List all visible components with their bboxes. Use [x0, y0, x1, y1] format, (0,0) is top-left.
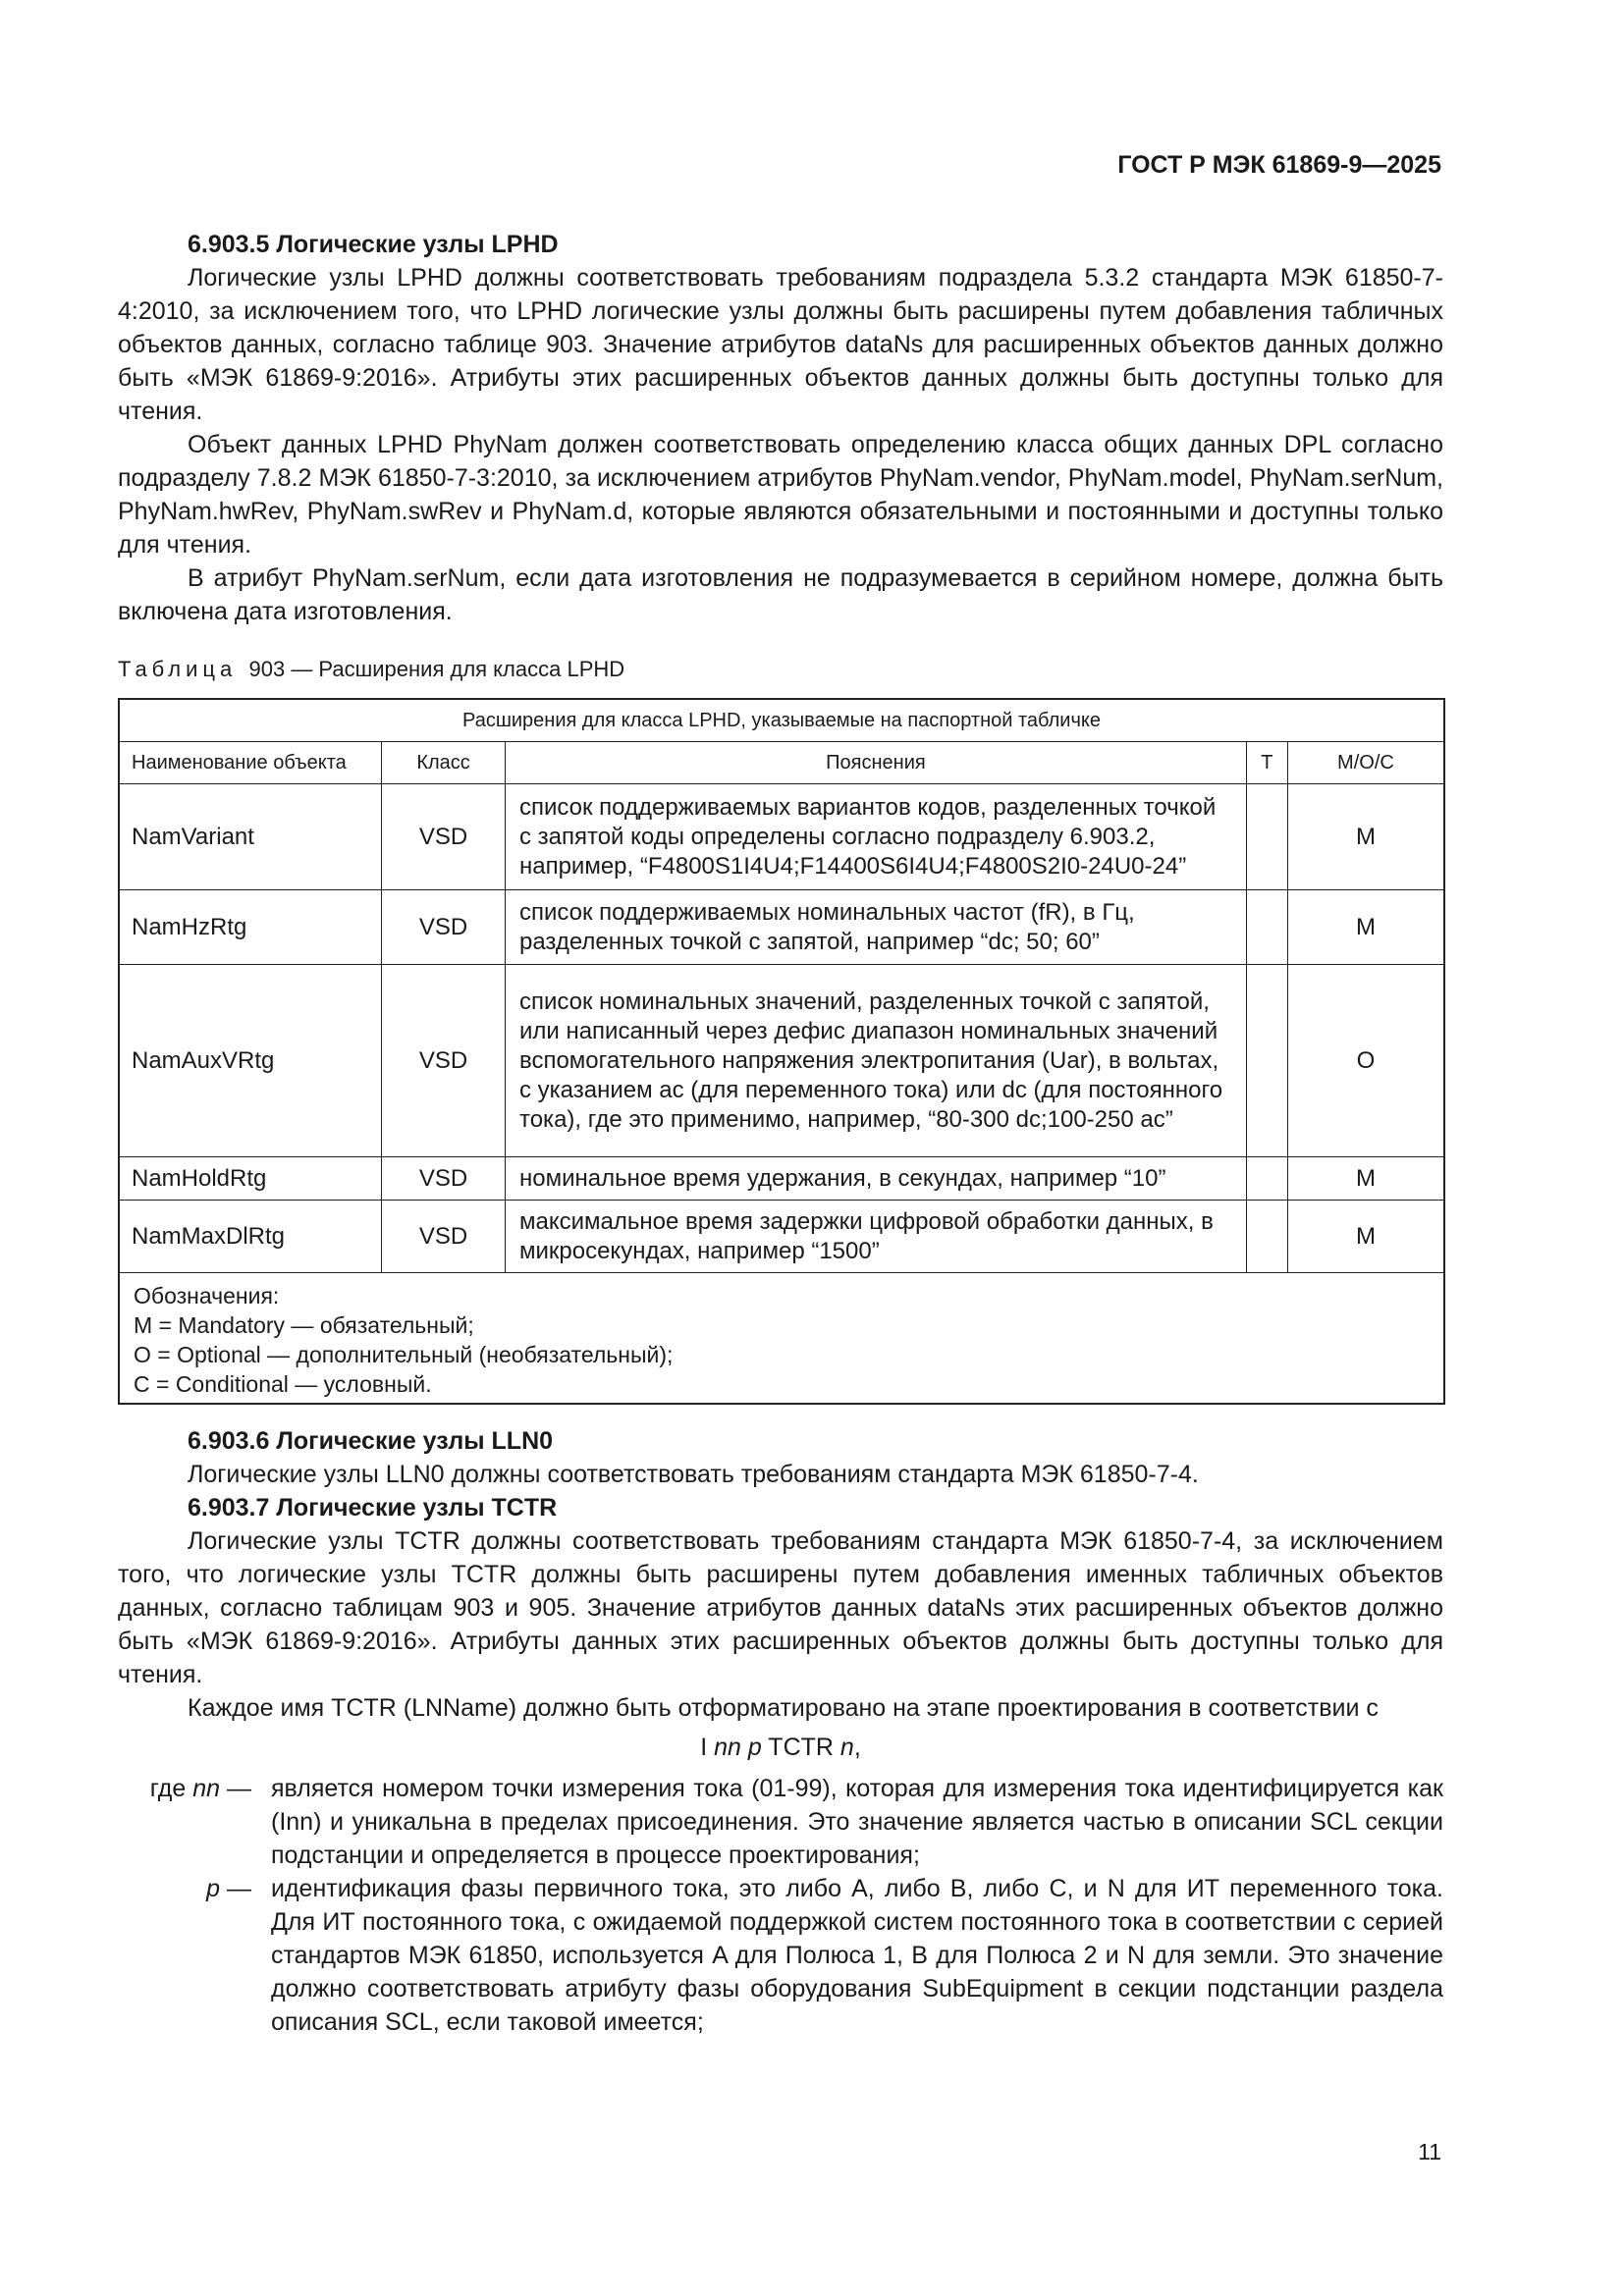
cell-description: максимальное время задержки цифровой обработки данных, в микросекундах, например “1500” — [505, 1201, 1246, 1273]
cell-moc: M — [1287, 890, 1444, 965]
cell-class: VSD — [382, 965, 506, 1157]
paragraph: Каждое имя TCTR (LNName) должно быть отформатировано на этапе проектирования в соответствии с — [188, 1694, 1379, 1722]
section-heading-lln0: 6.903.6 Логические узлы LLN0 — [188, 1427, 554, 1455]
column-header-moc: М/О/С — [1287, 742, 1444, 784]
cell-moc: M — [1287, 1157, 1444, 1201]
cell-name: NamMaxDlRtg — [119, 1201, 382, 1273]
table-caption-title: 903 — Расширения для класса LPHD — [248, 657, 625, 681]
cell-t — [1246, 890, 1287, 965]
definition-term — [118, 1872, 251, 1905]
section-heading-lphd: 6.903.5 Логические узлы LPHD — [188, 231, 559, 258]
cell-name: NamHoldRtg — [119, 1157, 382, 1201]
definition-term-symbol: p — [206, 1875, 221, 1902]
paragraph: Логические узлы TCTR должны соответствовать требованиям стандарта МЭК 61850-7-4, за исключением того, что логические узлы TCTR должны быть расширены путем добавления именных табличных объектов данных, согласно таблицам 903 и 905. Значение атрибутов данных dataNs этих расширенных объектов должно быть «МЭК 61869-9:2016». Атрибуты данных этих расширенных объектов должны быть доступны только для чтения. — [118, 1527, 1443, 1688]
section-heading-tctr: 6.903.7 Логические узлы TCTR — [188, 1494, 558, 1522]
column-header-t: Т — [1246, 742, 1287, 784]
formula-nn: nn — [714, 1734, 741, 1761]
cell-class: VSD — [382, 1201, 506, 1273]
table-row — [119, 1157, 1444, 1201]
table-row — [119, 965, 1444, 1157]
legend-line: M = Mandatory — обязательный; — [134, 1312, 474, 1338]
formula-mid: TCTR — [761, 1734, 840, 1761]
definition-lead: где — [149, 1775, 193, 1802]
column-header-class: Класс — [382, 742, 506, 784]
definition-term-symbol: nn — [192, 1775, 221, 1802]
paragraph: В атрибут PhyNam.serNum, если дата изготовления не подразумевается в серийном номере, должна быть включена дата изготовления. — [118, 564, 1443, 625]
column-header-name: Наименование объекта — [119, 742, 382, 784]
paragraph: Логические узлы LPHD должны соответствовать требованиям подраздела 5.3.2 стандарта МЭК 61850-7-4:2010, за исключением того, что LPHD логические узлы должны быть расширены путем добавления табличных объектов данных, согласно таблице 903. Значение атрибутов dataNs для расширенных объектов данных должно быть «МЭК 61869-9:2016». Атрибуты этих расширенных объектов данных должны быть доступны только для чтения. — [118, 264, 1443, 425]
cell-t — [1246, 784, 1287, 890]
formula-suffix: , — [853, 1734, 861, 1761]
cell-t — [1246, 965, 1287, 1157]
cell-moc: O — [1287, 965, 1444, 1157]
cell-class: VSD — [382, 890, 506, 965]
document-code: ГОСТ Р МЭК 61869-9—2025 — [1117, 151, 1441, 179]
formula-prefix: I — [700, 1734, 715, 1761]
definition-text: идентификация фазы первичного тока, это либо A, либо B, либо C, и N для ИТ переменного тока. Для ИТ постоянного тока, с ожидаемой поддержкой систем постоянного тока в соответствии с серией стандартов МЭК 61850, используется A для Полюса 1, B для Полюса 2 и N для земли. Это значение должно соответствовать атрибуту фазы оборудования SubEquipment в секции подстанции раздела описания SCL, если таковой имеется; — [271, 1875, 1443, 2036]
definition-item — [118, 1772, 1443, 1872]
definition-list — [118, 1772, 1443, 2039]
cell-class: VSD — [382, 1157, 506, 1201]
column-header-description: Пояснения — [505, 742, 1246, 784]
cell-description: список поддерживаемых вариантов кодов, разделенных точкой с запятой коды определены согласно подразделу 6.903.2, например, “F4800S1I4U4;F14400S6I4U4;F4800S2I0-24U0-24” — [505, 784, 1246, 890]
lnname-format-formula — [118, 1731, 1443, 1764]
cell-name: NamHzRtg — [119, 890, 382, 965]
lphd-extensions-table — [118, 698, 1445, 1405]
definition-dash: — — [227, 1875, 251, 1902]
table-super-header: Расширения для класса LPHD, указываемые на паспортной табличке — [119, 699, 1444, 742]
cell-t — [1246, 1201, 1287, 1273]
definition-dash: — — [227, 1775, 251, 1802]
paragraph: Объект данных LPHD PhyNam должен соответствовать определению класса общих данных DPL согласно подразделу 7.8.2 МЭК 61850-7-3:2010, за исключением атрибутов PhyNam.vendor, PhyNam.model, PhyNam.serNum, PhyNam.hwRev, PhyNam.swRev и PhyNam.d, которые являются обязательными и постоянными и доступны только для чтения. — [118, 431, 1443, 559]
cell-moc: M — [1287, 784, 1444, 890]
definition-term — [118, 1772, 251, 1805]
definition-text: является номером точки измерения тока (01-99), которая для измерения тока идентифицируется как (Inn) и уникальна в пределах присоединения. Это значение является частью в описании SCL секции подстанции и определяется в процессе проектирования; — [271, 1775, 1443, 1869]
cell-description: список поддерживаемых номинальных частот (fR), в Гц, разделенных точкой с запятой, например “dc; 50; 60” — [505, 890, 1246, 965]
paragraph: Логические узлы LLN0 должны соответствовать требованиям стандарта МЭК 61850-7-4. — [188, 1461, 1199, 1488]
table-caption-word: Таблица — [118, 657, 238, 681]
table-row — [119, 784, 1444, 890]
cell-name: NamAuxVRtg — [119, 965, 382, 1157]
formula-p: p — [747, 1734, 762, 1761]
table-row — [119, 890, 1444, 965]
cell-t — [1246, 1157, 1287, 1201]
table-caption — [118, 655, 1443, 684]
cell-name: NamVariant — [119, 784, 382, 890]
table-row — [119, 1201, 1444, 1273]
cell-description: номинальное время удержания, в секундах, например “10” — [505, 1157, 1246, 1201]
definition-item — [118, 1872, 1443, 2039]
cell-class: VSD — [382, 784, 506, 890]
cell-description: список номинальных значений, разделенных точкой с запятой, или написанный через дефис диапазон номинальных значений вспомогательного напряжения электропитания (Uar), в вольтах, с указанием ac (для переменного тока) или dc (для постоянного тока), где это применимо, например, “80-300 dc;100-250 ac” — [505, 965, 1246, 1157]
table-legend — [119, 1273, 1444, 1405]
formula-n: n — [839, 1734, 854, 1761]
page-number: 11 — [1418, 2139, 1441, 2164]
page-content — [118, 228, 1443, 2039]
legend-line: C = Conditional — условный. — [134, 1371, 432, 1397]
legend-line: O = Optional — дополнительный (необязательный); — [134, 1342, 674, 1367]
legend-line: Обозначения: — [134, 1283, 280, 1308]
cell-moc: M — [1287, 1201, 1444, 1273]
